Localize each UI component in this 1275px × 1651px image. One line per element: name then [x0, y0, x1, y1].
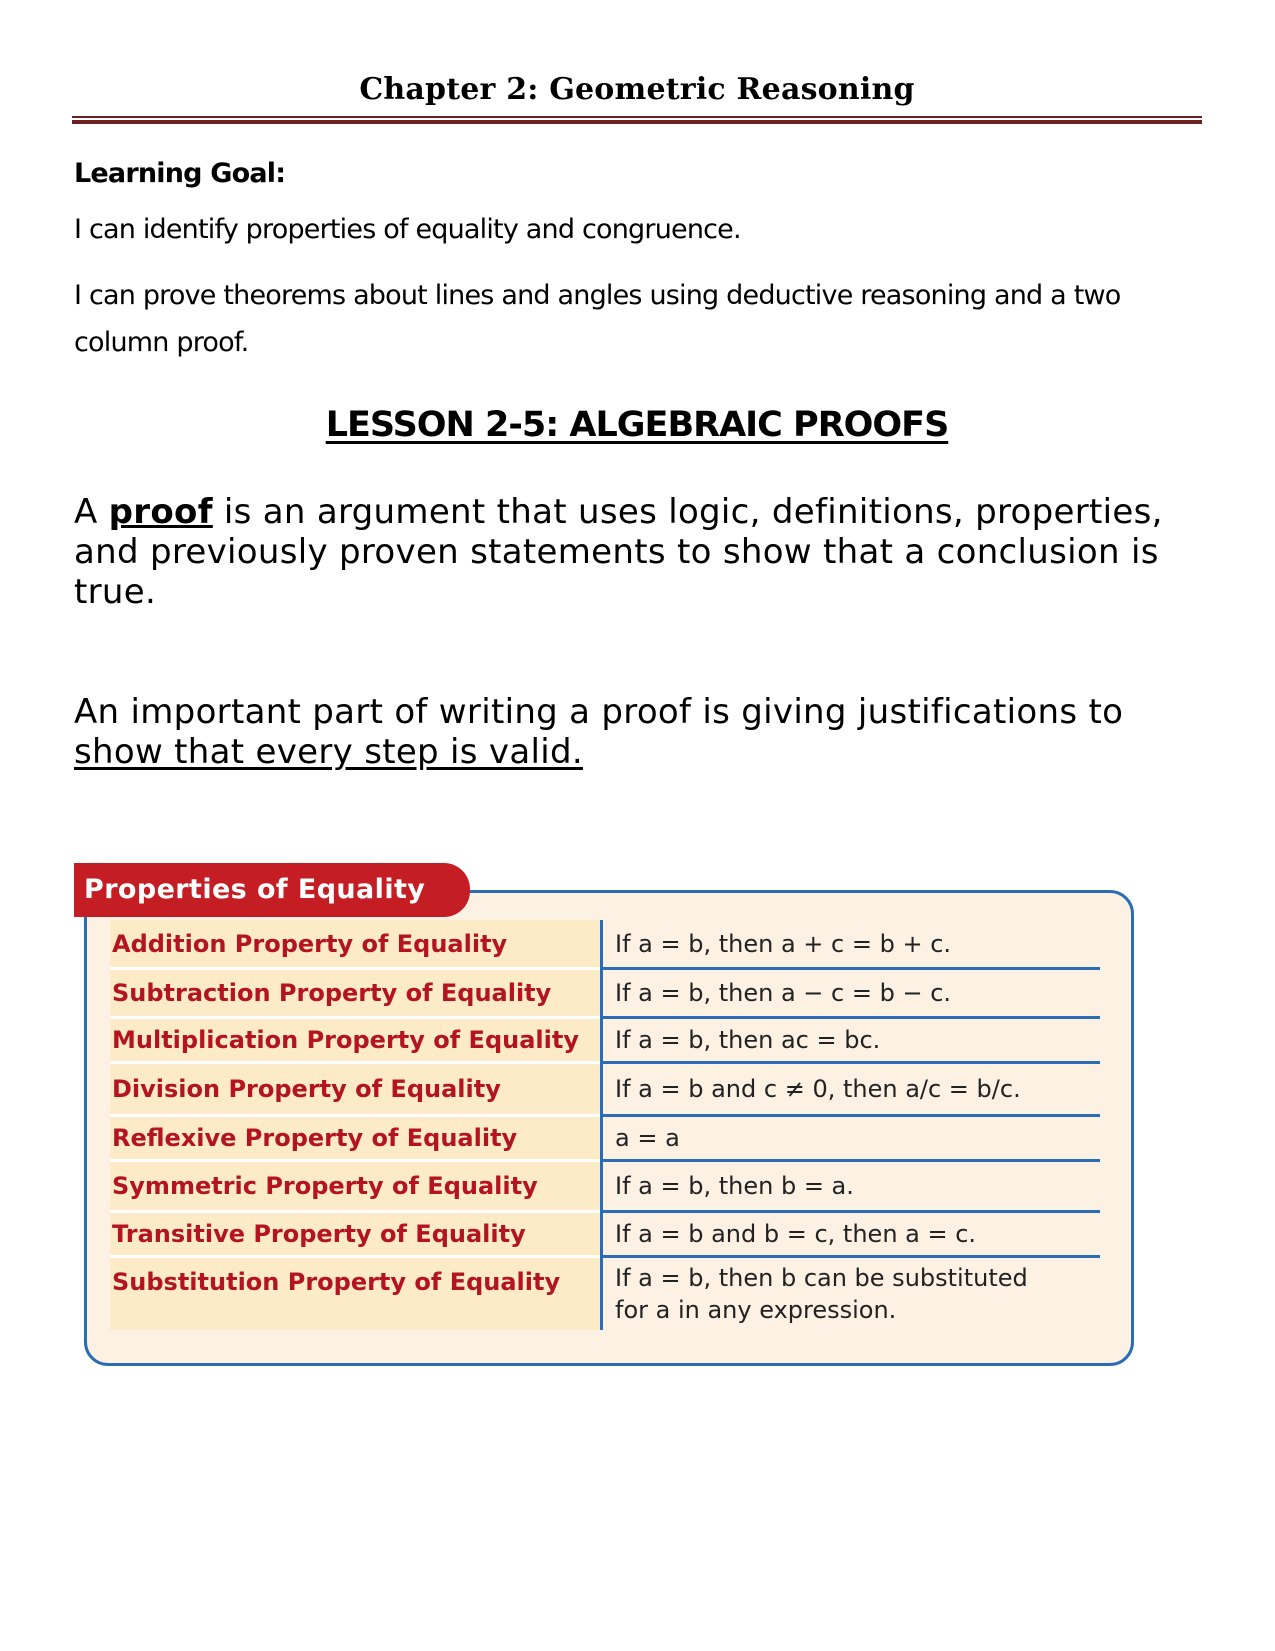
table-row	[110, 1258, 1100, 1330]
learning-goal-2: I can prove theorems about lines and angles using deductive reasoning and a two column proof.	[74, 280, 1121, 358]
property-definition: a = a	[600, 1117, 1100, 1162]
table-row	[110, 1162, 1100, 1213]
property-definition: If a = b, then b = a.	[600, 1162, 1100, 1213]
property-name: Multiplication Property of Equality	[110, 1019, 600, 1064]
justification-before: An important part of writing a proof is giving justifications to	[74, 692, 1124, 732]
chapter-title: Chapter 2: Geometric Reasoning	[359, 72, 915, 107]
property-definition: If a = b, then a + c = b + c.	[600, 920, 1100, 970]
property-name: Addition Property of Equality	[110, 920, 600, 970]
table-row	[110, 1213, 1100, 1258]
table-row	[110, 1019, 1100, 1064]
property-definition: If a = b and b = c, then a = c.	[600, 1213, 1100, 1258]
property-name: Division Property of Equality	[110, 1064, 600, 1117]
table-row	[110, 1064, 1100, 1117]
table-row	[110, 920, 1100, 970]
table-row	[110, 970, 1100, 1019]
property-name: Symmetric Property of Equality	[110, 1162, 600, 1213]
justification-statement	[74, 692, 1214, 772]
property-definition: If a = b, then b can be substituted for a in any expression.	[600, 1258, 1100, 1330]
property-name: Substitution Property of Equality	[110, 1258, 600, 1330]
property-name: Transitive Property of Equality	[110, 1213, 600, 1258]
proof-definition-before: A	[74, 492, 109, 532]
properties-of-equality-title: Properties of Equality	[74, 863, 470, 917]
learning-goal-label: Learning Goal:	[74, 158, 286, 189]
table-row	[110, 1117, 1100, 1162]
proof-definition	[74, 492, 1214, 612]
justification-underlined: show that every step is valid.	[74, 732, 583, 772]
proof-definition-after: is an argument that uses logic, definitions, properties, and previously proven statements to show that a conclusion is true.	[74, 492, 1163, 612]
learning-goal-1: I can identify properties of equality and congruence.	[74, 214, 741, 245]
property-definition: If a = b, then ac = bc.	[600, 1019, 1100, 1064]
property-name: Reflexive Property of Equality	[110, 1117, 600, 1162]
property-definition: If a = b, then a − c = b − c.	[600, 970, 1100, 1019]
property-name: Subtraction Property of Equality	[110, 970, 600, 1019]
proof-term: proof	[108, 492, 213, 532]
lesson-title: LESSON 2-5: ALGEBRAIC PROOFS	[325, 405, 949, 445]
property-definition: If a = b and c ≠ 0, then a/c = b/c.	[600, 1064, 1100, 1117]
properties-table	[110, 920, 1100, 1330]
header-divider	[72, 116, 1202, 123]
